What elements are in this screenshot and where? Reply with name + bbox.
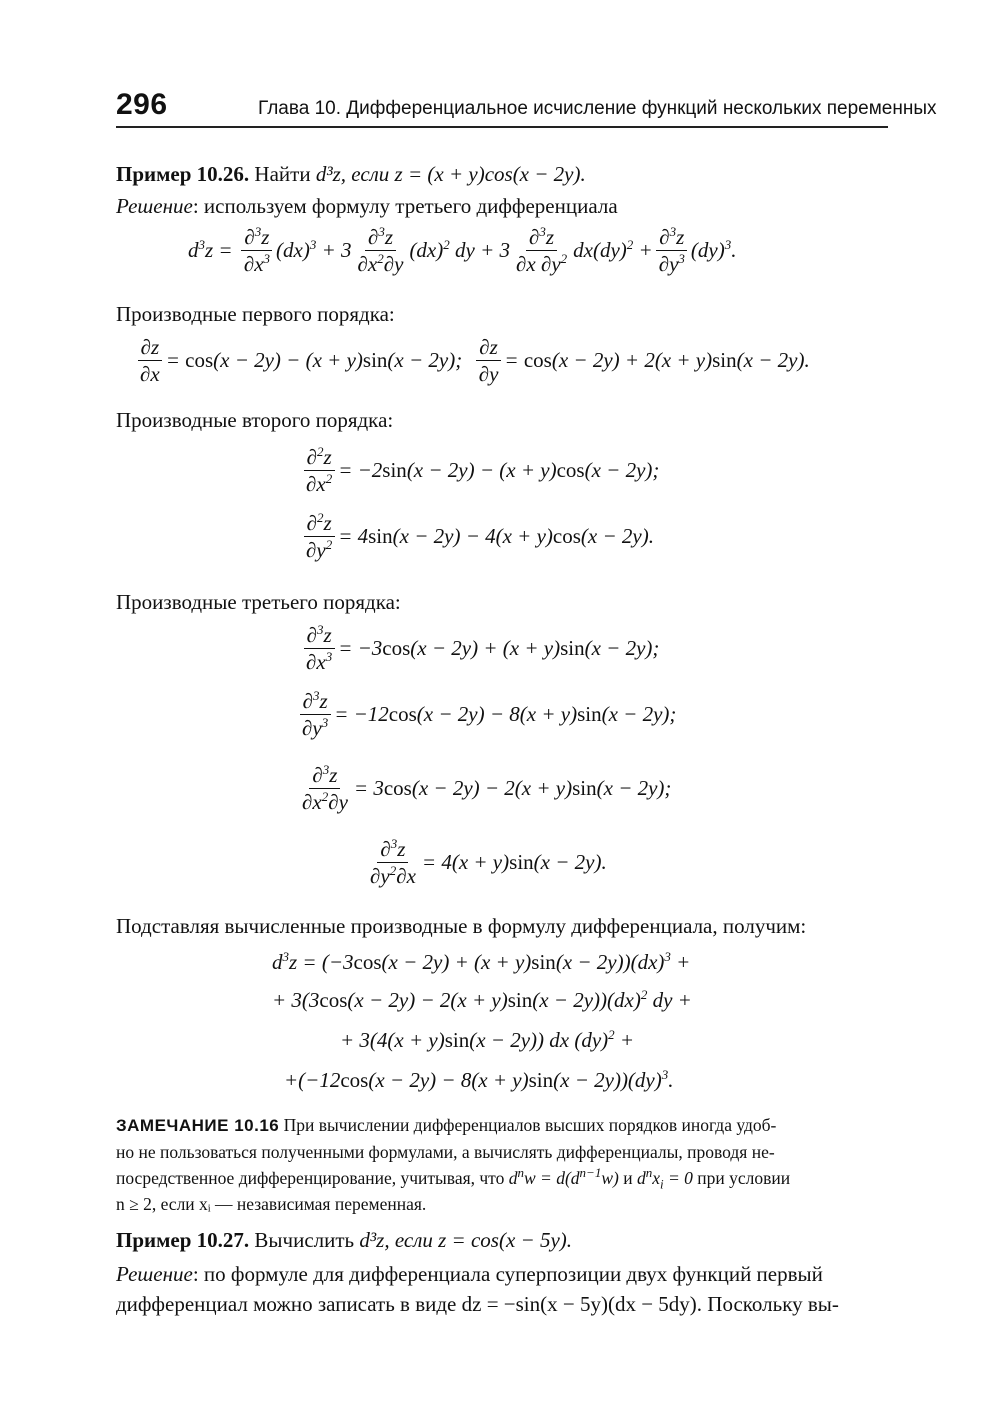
third-derivative-xxx: $\frac{\partial^3z}{\partial x^3}$ = −3cos(x − 2y) + (x + y)sin(x − 2y); (300, 624, 659, 673)
result-line-4: +(−12cos(x − 2y) − 8(x + y)sin(x − 2y))(dy)$^3$. (284, 1067, 674, 1092)
solution-label-27: Решение (116, 1262, 193, 1286)
remark-line-1: При вычислении дифференциалов высших порядков иногда удоб- (283, 1115, 777, 1135)
first-order-heading: Производные первого порядка: (116, 302, 395, 326)
third-derivative-yyx: $\frac{\partial^3z}{\partial y^2\partial x}$ = 4(x + y)sin(x − 2y). (370, 836, 607, 889)
remark-line-4: n ≥ 2, если xᵢ — независимая переменная. (116, 1194, 427, 1214)
example-27-solution-line-2: дифференциал можно записать в виде dz = −sin(x − 5y)(dx − 5dy). Поскольку вы- (116, 1292, 839, 1316)
example-26-label: Пример 10.26. (116, 162, 250, 186)
remark-formula: $d^nw = d(d^{n-1}w)$ (508, 1165, 619, 1188)
example-27-statement (116, 1228, 572, 1253)
second-derivative-yy: $\frac{\partial^2z}{\partial y^2}$ = 4sin(x − 2y) − 4(x + y)cos(x − 2y). (300, 512, 654, 561)
third-order-heading: Производные третьего порядка: (116, 590, 401, 614)
second-order-heading: Производные второго порядка: (116, 408, 394, 432)
example-26-solution-intro (116, 194, 618, 219)
remark-label: ЗАМЕЧАНИЕ 10.16 (116, 1116, 280, 1135)
result-line-3: + 3(4(x + y)sin(x − 2y)) dx (dy)$^2$ + (340, 1027, 635, 1052)
solution-label: Решение (116, 194, 193, 218)
example-27-solution-line-1 (116, 1262, 823, 1287)
result-line-1: $d^3z = (-3\cos(x - 2y) + (x + y)\sin(x - 2y))(dx)^3$ + (272, 949, 691, 974)
result-line-2: + 3(3cos(x − 2y) − 2(x + y)sin(x − 2y))(dx)$^2$ dy + (272, 987, 692, 1012)
example-27-task-expr: d³z, если z = cos(x − 5y). (359, 1228, 573, 1252)
third-differential-formula: $d^3z$ = $\frac{\partial^3z}{\partial x^3}$ (dx)$^3$ + 3 $\frac{\partial^3z}{\partial x^2\partial y}$ (dx)$^2$ dy + 3 $\frac{\partial^3z}{\partial x \partial y^2}$ dx(dy)$^2$ + $\frac{\partial^3z}{\partial y^3}$ (dy)$^3$. (188, 224, 737, 277)
remark-line-2: но не пользоваться полученными формулами, а вычислять дифференциалы, проводя не- (116, 1142, 775, 1162)
example-27-task-text: Вычислить (254, 1228, 355, 1252)
running-title: Глава 10. Дифференциальное исчисление функций нескольких переменных (258, 98, 937, 119)
example-27-label: Пример 10.27. (116, 1228, 250, 1252)
first-order-derivatives: $\frac{\partial z}{\partial x}$ = cos(x − 2y) − (x + y)sin(x − 2y); $\frac{\partial z}{\partial y}$ = cos(x − 2y) + 2(x + y)sin(x − 2y). (134, 336, 810, 385)
solution-27-text-1: : по формуле для дифференциала суперпозиции двух функций первый (192, 1262, 823, 1286)
second-derivative-xx: $\frac{\partial^2z}{\partial x^2}$ = −2sin(x − 2y) − (x + y)cos(x − 2y); (300, 446, 659, 495)
remark-line-3b: при условии (697, 1168, 791, 1188)
third-derivative-yyy: $\frac{\partial^3z}{\partial y^3}$ = −12cos(x − 2y) − 8(x + y)sin(x − 2y); (296, 690, 676, 739)
header-rule (116, 126, 888, 128)
example-26-task-expr: d³z, если z = (x + y)cos(x − 2y). (315, 162, 586, 186)
substitution-text: Подставляя вычисленные производные в формулу дифференциала, получим: (116, 914, 807, 938)
page-number: 296 (116, 88, 168, 121)
third-derivative-xxy: $\frac{\partial^3z}{\partial x^2\partial y}$ = 3cos(x − 2y) − 2(x + y)sin(x − 2y); (302, 762, 672, 815)
remark-formula-2: $d^nx_i = 0$ (636, 1165, 693, 1192)
remark-line-3a: посредственное дифференцирование, учитывая, что (116, 1168, 505, 1188)
remark-10-16: ЗАМЕЧАНИЕ 10.16 При вычислении дифференциалов высших порядков иногда удоб- но не пользоваться полученными формулами, а вычислять дифференциалы, проводя не- посредственное дифференцирование, учитывая, что $d^nw = d(d^{n-1}w)$ и $d^nx_i = 0$ при условии n ≥ 2, если xᵢ — независимая переменная. (116, 1112, 888, 1217)
solution-intro-text: : используем формулу третьего дифференциала (192, 194, 618, 218)
example-26-statement (116, 162, 586, 187)
example-26-task-text: Найти (254, 162, 311, 186)
